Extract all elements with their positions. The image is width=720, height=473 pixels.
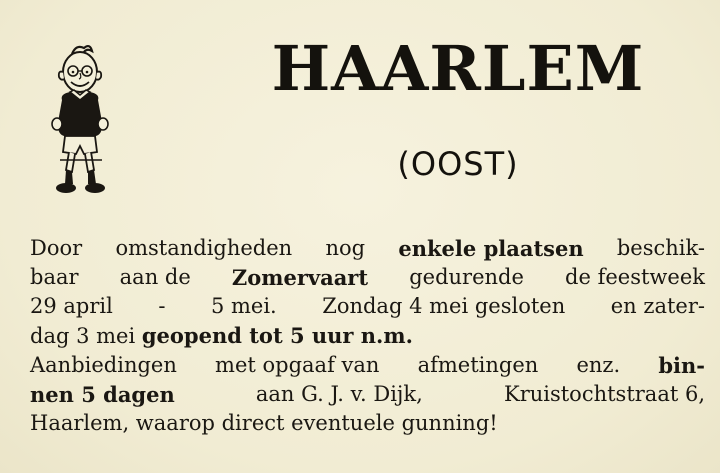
bold-fragment: geopend tot 5 uur n.m.	[141, 323, 413, 348]
text-fragment: Zondag 4 mei gesloten	[322, 294, 566, 318]
text-fragment: nog	[325, 236, 366, 260]
text-fragment: gedurende	[409, 265, 524, 289]
bold-fragment: bin-	[658, 353, 705, 378]
page-subtitle: (OOST)	[397, 145, 519, 183]
announcement-text	[30, 234, 705, 438]
text-fragment: aan G. J. v. Dijk,	[255, 382, 423, 406]
text-fragment: -	[158, 294, 166, 318]
bold-fragment: Zomervaart	[231, 265, 369, 290]
bold-fragment: nen 5 dagen	[30, 382, 175, 407]
text-fragment: Aanbiedingen	[30, 353, 177, 377]
text-fragment: de feestweek	[565, 265, 705, 289]
text-fragment: met opgaaf van	[215, 353, 380, 377]
text-fragment: Kruistochtstraat 6,	[504, 382, 705, 406]
text-line	[30, 234, 705, 263]
text-fragment: 5 mei.	[210, 294, 277, 318]
text-line	[30, 263, 705, 292]
text-line	[30, 409, 705, 438]
text-fragment: 29 april	[30, 294, 113, 318]
text-fragment: dag 3 mei	[30, 324, 136, 348]
text-fragment: baar	[30, 265, 79, 289]
text-line	[30, 351, 705, 380]
text-fragment: aan de	[119, 265, 191, 289]
text-fragment: en zater-	[610, 294, 705, 318]
text-line	[30, 380, 705, 409]
text-line	[30, 321, 705, 351]
text-fragment: omstandigheden	[115, 236, 293, 260]
text-fragment: Door	[30, 236, 83, 260]
cartoon-boy-icon	[40, 42, 120, 207]
text-fragment: beschik-	[616, 236, 705, 260]
bold-fragment: enkele plaatsen	[398, 236, 584, 261]
text-fragment: enz.	[576, 353, 621, 377]
text-line	[30, 292, 705, 321]
text-fragment: afmetingen	[417, 353, 539, 377]
text-fragment: Haarlem, waarop direct eventuele gunning!	[30, 411, 498, 435]
page-title: HAARLEM	[271, 32, 645, 105]
